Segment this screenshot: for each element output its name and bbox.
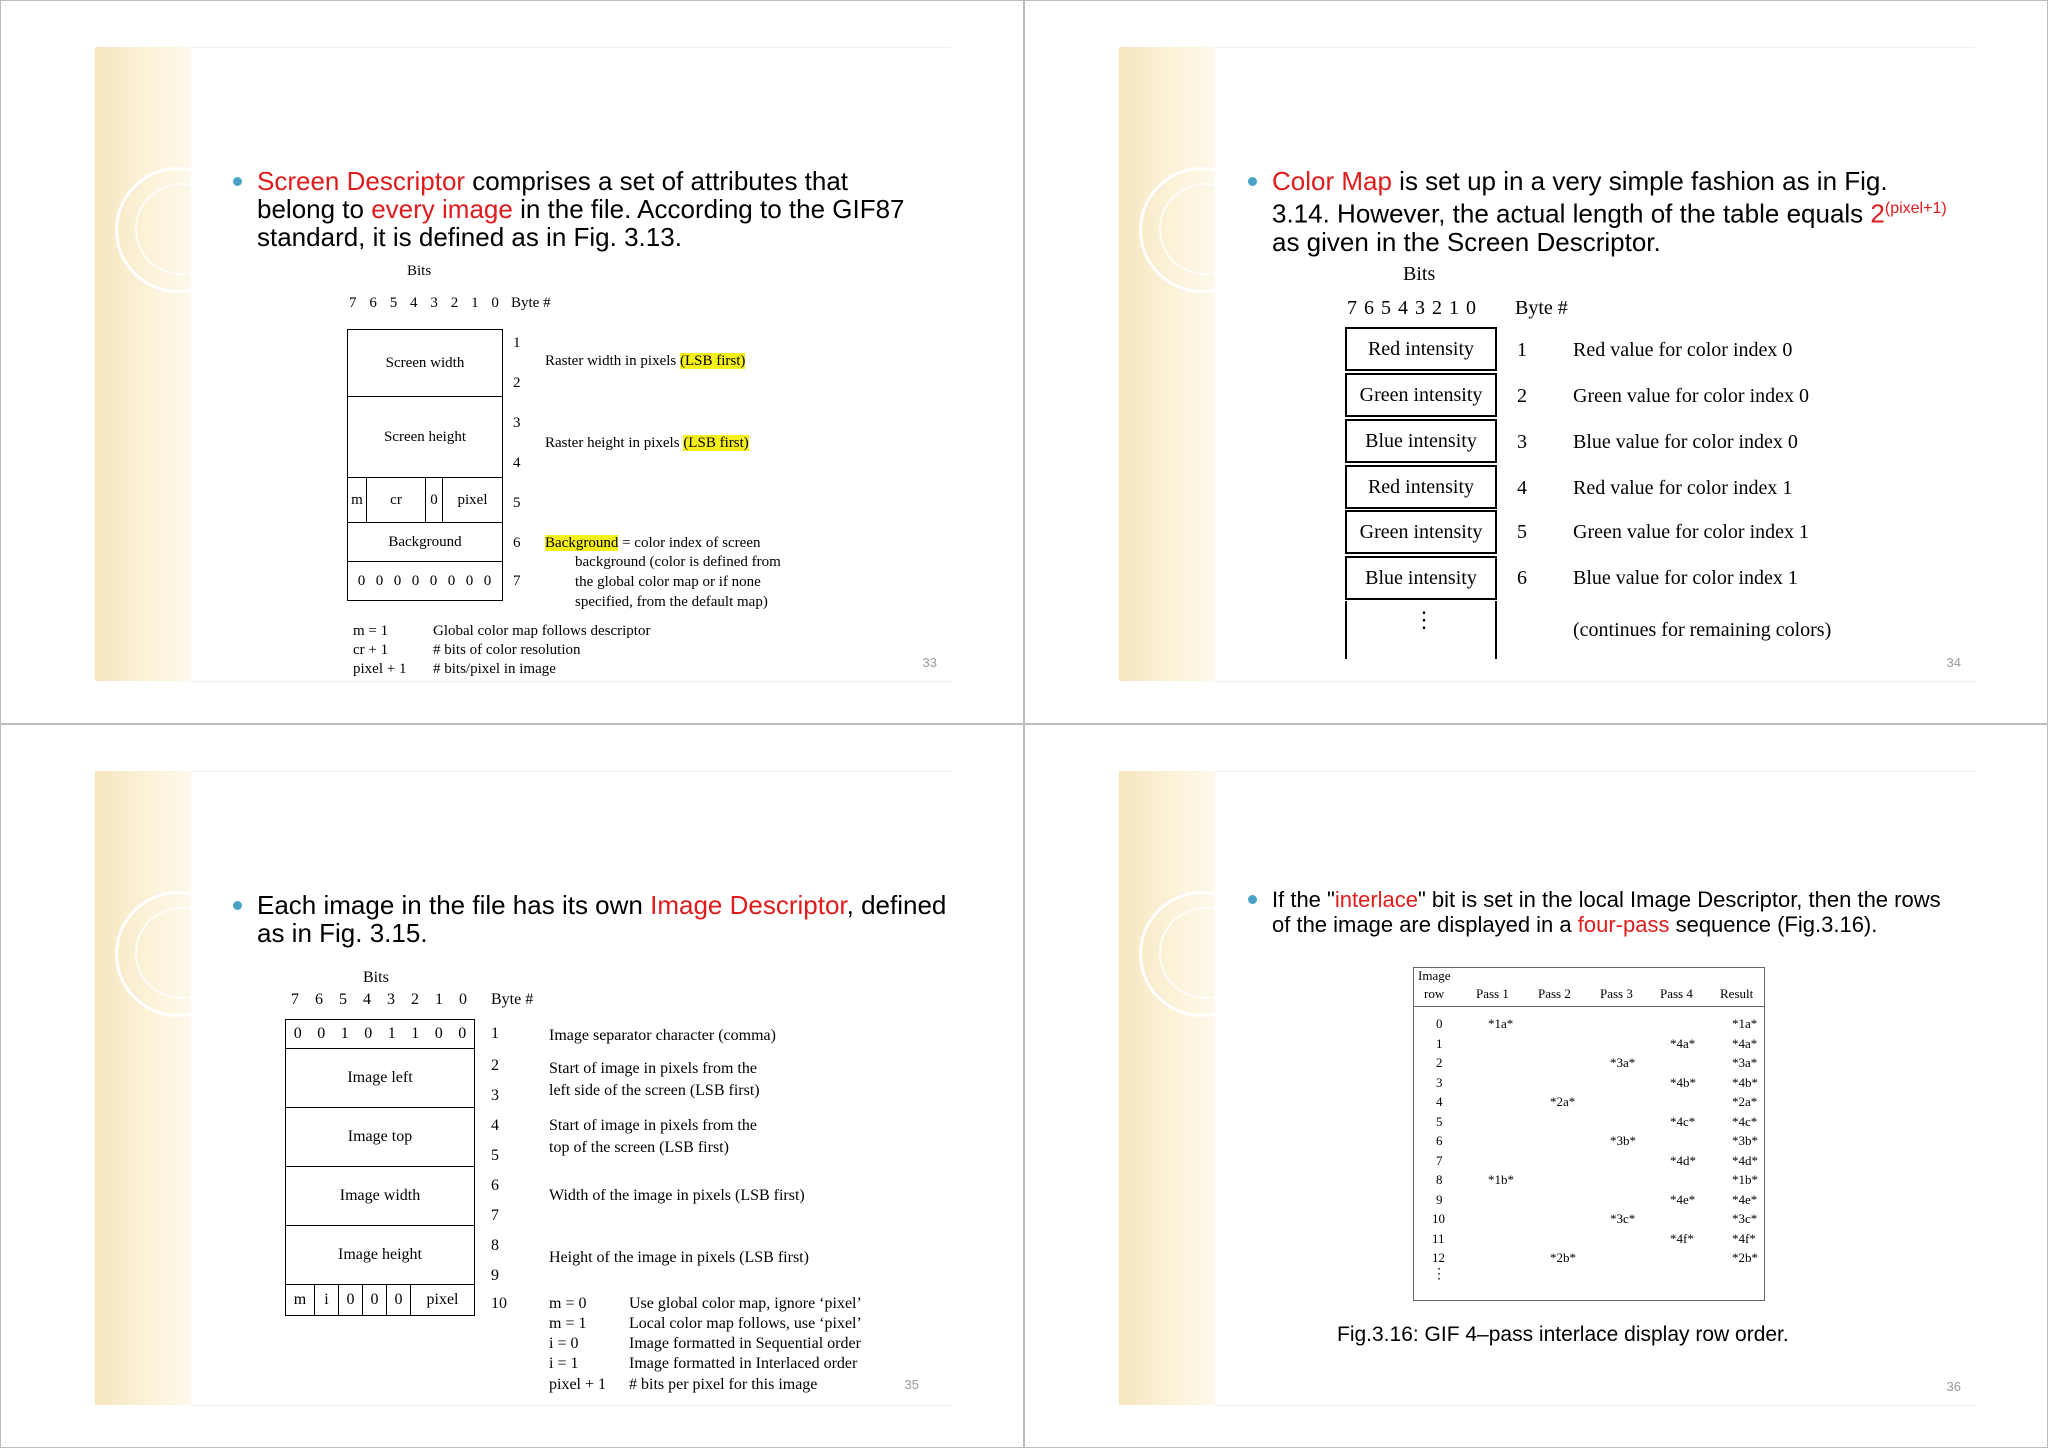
cr-bits: cr [366,477,426,523]
raster-height-desc: Raster height in pixels (LSB first) [545,435,749,451]
slide-33 [0,0,1024,724]
zero-bit: 0 [425,477,443,523]
legend-value: Local color map follows, use ‘pixel’ [629,1315,862,1332]
table-header: Pass 1 [1476,986,1509,1001]
table-cell: *4c* [1732,1113,1758,1129]
ellipsis: ⋮ [1413,607,1435,632]
byte-number: 2 [513,375,521,391]
bullet-dot-icon [233,901,242,910]
table-cell: *4f* [1732,1230,1756,1246]
slide-36 [1024,724,2048,1448]
ellipsis: ⋮ [1432,1267,1446,1282]
legend-key: m = 0 [549,1295,587,1312]
bit-numbers: 7 6 5 4 3 2 1 0 [291,991,467,1008]
color-map-field: Green intensity [1345,373,1497,417]
legend-key: i = 1 [549,1355,579,1372]
background-desc-line: the global color map or if none [575,574,761,590]
table-cell: *3b* [1610,1133,1636,1148]
legend-key: cr + 1 [353,642,389,658]
bullet-dot-icon [233,177,242,186]
bullet-text: Each image in the file has its own Image Descriptor, defined as in Fig. 3.15. [257,891,947,947]
byte-number: 2 [491,1057,499,1074]
table-cell: *4d* [1670,1152,1696,1168]
background-field: Background [347,522,503,562]
color-map-field: Blue intensity [1345,419,1497,463]
background-desc-line: specified, from the default map) [575,594,768,610]
slide-decoration [1119,47,1215,681]
row-index: 7 [1436,1152,1443,1168]
byte-number: 3 [513,415,521,431]
row-index: 12 [1432,1250,1445,1265]
table-header: row [1424,986,1445,1001]
byte-number: 6 [1517,567,1527,589]
legend-value: # bits of color resolution [433,642,581,658]
row-index: 5 [1436,1113,1443,1129]
field-desc: Image separator character (comma) [549,1027,776,1044]
bullet-text: If the "interlace" bit is set in the local Image Descriptor, then the rows of the image are displayed in a four-pass sequence (Fig.3.16). [1272,887,1952,937]
table-cell: *2a* [1732,1094,1758,1109]
byte-number: 4 [1517,477,1527,499]
byte-number: 3 [491,1087,499,1104]
background-desc: Background = color index of screen [545,535,761,551]
table-cell: *3a* [1610,1055,1636,1070]
table-header: Pass 3 [1600,986,1633,1001]
slide-decoration [95,47,191,681]
byte-number: 7 [491,1207,499,1224]
legend-value: Use global color map, ignore ‘pixel’ [629,1295,862,1312]
byte-number: 5 [513,495,521,511]
table-header: Pass 4 [1660,986,1693,1001]
table-cell: *3a* [1732,1055,1758,1070]
table-cell: *2b* [1550,1250,1576,1265]
legend-key: m = 1 [353,623,389,639]
row-index: 11 [1432,1230,1445,1246]
row-index: 3 [1436,1074,1443,1090]
legend-key: pixel + 1 [549,1376,607,1393]
zero-bit: 0 [362,1284,387,1316]
raster-width-desc: Raster width in pixels (LSB first) [545,353,746,369]
table-cell: *3b* [1732,1133,1758,1148]
byte-number: 1 [513,335,521,351]
legend-value: Image formatted in Interlaced order [629,1355,858,1372]
byte-number: 2 [1517,385,1527,407]
continues-text: (continues for remaining colors) [1573,619,1832,641]
byte-number: 7 [513,573,521,589]
byte-number: 6 [491,1177,499,1194]
bullet-dot-icon [1248,177,1257,186]
m-bit: m [285,1284,315,1316]
byte-number: 1 [1517,339,1527,361]
byte-number: 5 [491,1147,499,1164]
row-index: 9 [1436,1191,1443,1207]
table-cell: *4a* [1670,1035,1696,1051]
pixel-bits: pixel [442,477,503,523]
i-bit: i [314,1284,339,1316]
legend-value: Global color map follows descriptor [433,623,651,639]
field-desc: top of the screen (LSB first) [549,1139,729,1156]
table-cell: *4a* [1732,1035,1758,1051]
color-map-desc: Blue value for color index 1 [1573,567,1798,589]
table-cell: *4d* [1732,1152,1758,1168]
figure-caption: Fig.3.16: GIF 4–pass interlace display row order. [1337,1323,1789,1346]
color-map-field: Green intensity [1345,510,1497,554]
table-cell: *3c* [1610,1211,1636,1226]
field-desc: Height of the image in pixels (LSB first) [549,1249,809,1266]
legend-key: m = 1 [549,1315,587,1332]
table-cell: *3c* [1732,1211,1758,1226]
byte-number: 1 [491,1025,499,1042]
table-cell: *4c* [1670,1113,1696,1129]
image-left-field: Image left [285,1048,475,1108]
separator-bits: 0 0 1 0 1 1 0 0 [285,1019,475,1049]
interlace-table [1413,967,1765,1301]
bullet-text: Color Map is set up in a very simple fashion as in Fig. 3.14. However, the actual length of the table equals $2^{(pixel+1)}$ as given in the Screen Descriptor. [1272,167,1952,256]
slide-35 [0,724,1024,1448]
slide-decoration [95,771,191,1405]
table-cell: *4b* [1732,1074,1758,1090]
color-map-desc: Red value for color index 0 [1573,339,1793,361]
page-number: 33 [922,655,937,670]
page-number: 36 [1946,1379,1961,1394]
byte-number: 4 [491,1117,499,1134]
legend-value: Image formatted in Sequential order [629,1335,861,1352]
table-header: Pass 2 [1538,986,1571,1001]
byte-number: 8 [491,1237,499,1254]
table-cell: *4b* [1670,1074,1696,1090]
legend-key: pixel + 1 [353,661,407,677]
color-map-field: Blue intensity [1345,556,1497,600]
row-index: 8 [1436,1172,1443,1187]
page-number: 35 [904,1377,919,1392]
bullet-text: Screen Descriptor comprises a set of attributes that belong to every image in the file. According to the GIF87 standard, it is defined as in Fig. 3.13. [257,167,917,251]
color-map-continuation [1345,601,1497,659]
image-width-field: Image width [285,1166,475,1226]
byte-header: Byte # [491,991,534,1008]
color-map-field: Red intensity [1345,465,1497,509]
field-desc: left side of the screen (LSB first) [549,1082,760,1099]
table-cell: *1a* [1488,1016,1514,1031]
table-cell: *1b* [1732,1172,1758,1187]
field-desc: Start of image in pixels from the [549,1117,757,1134]
table-cell: *4f* [1670,1230,1694,1246]
row-index: 6 [1436,1133,1443,1148]
m-bit: m [347,477,367,523]
table-cell: *1a* [1732,1016,1758,1031]
screen-height-field: Screen height [347,396,503,478]
bits-label: Bits [363,969,389,986]
row-index: 10 [1432,1211,1445,1226]
bits-label: Bits [407,263,432,279]
bits-label: Bits [1403,263,1436,285]
image-height-field: Image height [285,1225,475,1285]
field-desc: Start of image in pixels from the [549,1060,757,1077]
table-header: Image [1418,968,1451,983]
bullet-dot-icon [1248,895,1257,904]
row-index: 2 [1436,1055,1443,1070]
field-desc: Width of the image in pixels (LSB first) [549,1187,805,1204]
table-cell: *2a* [1550,1094,1576,1109]
bit-numbers: 7 6 5 4 3 2 1 0 [1347,297,1477,319]
color-map-field: Red intensity [1345,327,1497,371]
screen-width-field: Screen width [347,329,503,397]
byte-number: 9 [491,1267,499,1284]
zero-bit: 0 [338,1284,363,1316]
color-map-desc: Green value for color index 0 [1573,385,1810,407]
pixel-bits: pixel [410,1284,475,1316]
slide-decoration [1119,771,1215,1405]
color-map-desc: Blue value for color index 0 [1573,431,1798,453]
zero-bit: 0 [386,1284,411,1316]
byte-number: 3 [1517,431,1527,453]
table-header: Result [1720,986,1754,1001]
byte-header: Byte # [511,295,551,311]
byte-header: Byte # [1515,297,1568,319]
byte-number: 6 [513,535,521,551]
table-cell: *2b* [1732,1250,1758,1265]
background-desc-line: background (color is defined from [575,554,781,570]
row-index: 1 [1436,1035,1443,1051]
table-cell: *4e* [1670,1191,1696,1207]
image-top-field: Image top [285,1107,475,1167]
page-number: 34 [1946,655,1961,670]
color-map-desc: Red value for color index 1 [1573,477,1793,499]
legend-value: # bits per pixel for this image [629,1376,818,1393]
color-map-desc: Green value for color index 1 [1573,521,1810,543]
slide-34 [1024,0,2048,724]
byte-number: 10 [491,1295,507,1312]
legend-value: # bits/pixel in image [433,661,556,677]
legend-key: i = 0 [549,1335,579,1352]
reserved-zeros: 0 0 0 0 0 0 0 0 [347,561,503,601]
table-cell: *1b* [1488,1172,1514,1187]
row-index: 0 [1436,1016,1443,1031]
row-index: 4 [1436,1094,1443,1109]
byte-number: 5 [1517,521,1527,543]
bit-numbers: 7 6 5 4 3 2 1 0 [349,295,499,311]
byte-number: 4 [513,455,521,471]
table-cell: *4e* [1732,1191,1758,1207]
